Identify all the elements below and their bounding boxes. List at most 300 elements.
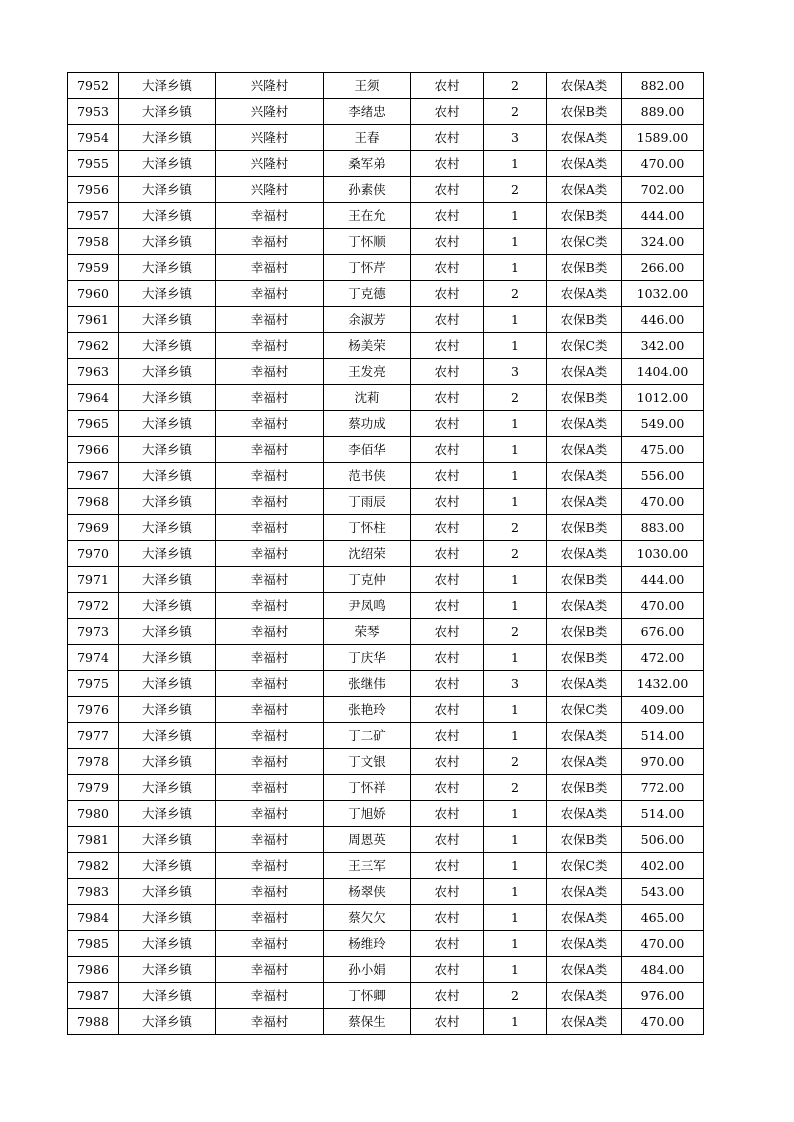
cell-household-count: 1	[484, 229, 547, 255]
cell-name: 丁怀祥	[324, 775, 411, 801]
cell-area-type: 农村	[411, 905, 484, 931]
table-row	[68, 99, 704, 125]
cell-area-type: 农村	[411, 541, 484, 567]
cell-village: 幸福村	[216, 437, 324, 463]
table-row	[68, 515, 704, 541]
cell-category: 农保A类	[547, 905, 622, 931]
cell-category: 农保A类	[547, 437, 622, 463]
cell-village: 幸福村	[216, 827, 324, 853]
cell-township: 大泽乡镇	[119, 619, 216, 645]
cell-category: 农保B类	[547, 645, 622, 671]
table-row	[68, 151, 704, 177]
cell-amount: 324.00	[622, 229, 704, 255]
cell-township: 大泽乡镇	[119, 333, 216, 359]
cell-household-count: 1	[484, 255, 547, 281]
table-row	[68, 983, 704, 1009]
cell-village: 幸福村	[216, 203, 324, 229]
cell-village: 兴隆村	[216, 177, 324, 203]
cell-village: 幸福村	[216, 385, 324, 411]
cell-area-type: 农村	[411, 827, 484, 853]
cell-amount: 882.00	[622, 73, 704, 99]
cell-village: 幸福村	[216, 905, 324, 931]
cell-serial-number: 7979	[68, 775, 119, 801]
cell-category: 农保A类	[547, 879, 622, 905]
cell-village: 幸福村	[216, 645, 324, 671]
cell-name: 周恩英	[324, 827, 411, 853]
table-row	[68, 853, 704, 879]
cell-area-type: 农村	[411, 801, 484, 827]
cell-serial-number: 7970	[68, 541, 119, 567]
cell-amount: 470.00	[622, 1009, 704, 1035]
cell-area-type: 农村	[411, 723, 484, 749]
cell-name: 荣琴	[324, 619, 411, 645]
cell-category: 农保A类	[547, 671, 622, 697]
cell-category: 农保B类	[547, 515, 622, 541]
cell-township: 大泽乡镇	[119, 645, 216, 671]
cell-village: 幸福村	[216, 723, 324, 749]
cell-area-type: 农村	[411, 385, 484, 411]
cell-household-count: 1	[484, 905, 547, 931]
cell-amount: 1589.00	[622, 125, 704, 151]
cell-amount: 889.00	[622, 99, 704, 125]
cell-amount: 772.00	[622, 775, 704, 801]
cell-household-count: 1	[484, 411, 547, 437]
cell-village: 幸福村	[216, 931, 324, 957]
table-row	[68, 801, 704, 827]
cell-area-type: 农村	[411, 567, 484, 593]
cell-amount: 883.00	[622, 515, 704, 541]
cell-category: 农保B类	[547, 203, 622, 229]
cell-category: 农保A类	[547, 411, 622, 437]
cell-name: 王春	[324, 125, 411, 151]
cell-name: 丁怀顺	[324, 229, 411, 255]
cell-household-count: 1	[484, 307, 547, 333]
cell-household-count: 1	[484, 437, 547, 463]
cell-village: 幸福村	[216, 619, 324, 645]
cell-serial-number: 7976	[68, 697, 119, 723]
table-row	[68, 125, 704, 151]
cell-township: 大泽乡镇	[119, 671, 216, 697]
cell-household-count: 1	[484, 463, 547, 489]
cell-name: 王须	[324, 73, 411, 99]
cell-serial-number: 7984	[68, 905, 119, 931]
cell-amount: 266.00	[622, 255, 704, 281]
cell-area-type: 农村	[411, 957, 484, 983]
cell-amount: 470.00	[622, 151, 704, 177]
cell-name: 丁克德	[324, 281, 411, 307]
cell-category: 农保A类	[547, 177, 622, 203]
table-row	[68, 385, 704, 411]
cell-amount: 676.00	[622, 619, 704, 645]
cell-area-type: 农村	[411, 749, 484, 775]
cell-township: 大泽乡镇	[119, 827, 216, 853]
cell-category: 农保B类	[547, 775, 622, 801]
table-row	[68, 593, 704, 619]
cell-township: 大泽乡镇	[119, 905, 216, 931]
cell-serial-number: 7954	[68, 125, 119, 151]
cell-area-type: 农村	[411, 593, 484, 619]
cell-name: 王在允	[324, 203, 411, 229]
cell-name: 范书侠	[324, 463, 411, 489]
cell-area-type: 农村	[411, 619, 484, 645]
cell-household-count: 2	[484, 515, 547, 541]
cell-category: 农保C类	[547, 853, 622, 879]
cell-serial-number: 7980	[68, 801, 119, 827]
cell-amount: 409.00	[622, 697, 704, 723]
cell-name: 沈绍荣	[324, 541, 411, 567]
table-row	[68, 567, 704, 593]
cell-serial-number: 7985	[68, 931, 119, 957]
cell-area-type: 农村	[411, 983, 484, 1009]
cell-township: 大泽乡镇	[119, 255, 216, 281]
cell-township: 大泽乡镇	[119, 73, 216, 99]
cell-amount: 1030.00	[622, 541, 704, 567]
cell-name: 蔡保生	[324, 1009, 411, 1035]
cell-serial-number: 7960	[68, 281, 119, 307]
cell-serial-number: 7963	[68, 359, 119, 385]
table-row	[68, 411, 704, 437]
cell-name: 王发亮	[324, 359, 411, 385]
cell-serial-number: 7952	[68, 73, 119, 99]
cell-household-count: 1	[484, 593, 547, 619]
cell-household-count: 1	[484, 957, 547, 983]
cell-household-count: 3	[484, 125, 547, 151]
cell-name: 丁庆华	[324, 645, 411, 671]
data-table	[67, 72, 704, 1035]
cell-amount: 702.00	[622, 177, 704, 203]
cell-name: 丁怀卿	[324, 983, 411, 1009]
cell-category: 农保A类	[547, 801, 622, 827]
table-row	[68, 879, 704, 905]
cell-township: 大泽乡镇	[119, 541, 216, 567]
cell-serial-number: 7964	[68, 385, 119, 411]
cell-area-type: 农村	[411, 411, 484, 437]
cell-name: 李绪忠	[324, 99, 411, 125]
cell-category: 农保A类	[547, 723, 622, 749]
table-row	[68, 359, 704, 385]
cell-village: 幸福村	[216, 697, 324, 723]
cell-village: 幸福村	[216, 255, 324, 281]
cell-category: 农保A类	[547, 593, 622, 619]
cell-area-type: 农村	[411, 177, 484, 203]
cell-household-count: 2	[484, 281, 547, 307]
cell-area-type: 农村	[411, 775, 484, 801]
cell-household-count: 1	[484, 203, 547, 229]
cell-household-count: 1	[484, 151, 547, 177]
cell-amount: 506.00	[622, 827, 704, 853]
cell-area-type: 农村	[411, 151, 484, 177]
cell-name: 丁旭娇	[324, 801, 411, 827]
cell-village: 幸福村	[216, 359, 324, 385]
cell-serial-number: 7961	[68, 307, 119, 333]
cell-serial-number: 7974	[68, 645, 119, 671]
cell-category: 农保A类	[547, 151, 622, 177]
cell-area-type: 农村	[411, 73, 484, 99]
cell-area-type: 农村	[411, 99, 484, 125]
cell-name: 杨维玲	[324, 931, 411, 957]
table-row	[68, 437, 704, 463]
cell-serial-number: 7958	[68, 229, 119, 255]
cell-amount: 470.00	[622, 593, 704, 619]
cell-serial-number: 7975	[68, 671, 119, 697]
cell-name: 余淑芳	[324, 307, 411, 333]
cell-category: 农保A类	[547, 359, 622, 385]
cell-category: 农保A类	[547, 931, 622, 957]
cell-serial-number: 7966	[68, 437, 119, 463]
cell-category: 农保C类	[547, 333, 622, 359]
cell-serial-number: 7988	[68, 1009, 119, 1035]
cell-amount: 484.00	[622, 957, 704, 983]
cell-serial-number: 7969	[68, 515, 119, 541]
cell-village: 幸福村	[216, 567, 324, 593]
table-row	[68, 255, 704, 281]
table-row	[68, 827, 704, 853]
cell-village: 幸福村	[216, 1009, 324, 1035]
cell-serial-number: 7981	[68, 827, 119, 853]
cell-name: 张继伟	[324, 671, 411, 697]
cell-serial-number: 7978	[68, 749, 119, 775]
cell-village: 幸福村	[216, 957, 324, 983]
cell-serial-number: 7987	[68, 983, 119, 1009]
cell-serial-number: 7957	[68, 203, 119, 229]
cell-name: 孙素侠	[324, 177, 411, 203]
cell-category: 农保B类	[547, 619, 622, 645]
table-row	[68, 671, 704, 697]
cell-village: 幸福村	[216, 775, 324, 801]
cell-category: 农保A类	[547, 281, 622, 307]
cell-amount: 472.00	[622, 645, 704, 671]
cell-name: 丁克仲	[324, 567, 411, 593]
cell-township: 大泽乡镇	[119, 567, 216, 593]
cell-village: 幸福村	[216, 229, 324, 255]
cell-amount: 556.00	[622, 463, 704, 489]
cell-area-type: 农村	[411, 203, 484, 229]
cell-area-type: 农村	[411, 437, 484, 463]
cell-village: 幸福村	[216, 749, 324, 775]
cell-township: 大泽乡镇	[119, 281, 216, 307]
cell-category: 农保B类	[547, 255, 622, 281]
cell-category: 农保A类	[547, 489, 622, 515]
table-body	[68, 73, 704, 1035]
cell-amount: 342.00	[622, 333, 704, 359]
cell-category: 农保A类	[547, 463, 622, 489]
cell-amount: 470.00	[622, 931, 704, 957]
cell-township: 大泽乡镇	[119, 749, 216, 775]
cell-village: 兴隆村	[216, 125, 324, 151]
cell-household-count: 2	[484, 775, 547, 801]
cell-village: 幸福村	[216, 853, 324, 879]
cell-name: 张艳玲	[324, 697, 411, 723]
cell-area-type: 农村	[411, 879, 484, 905]
cell-area-type: 农村	[411, 359, 484, 385]
cell-category: 农保A类	[547, 983, 622, 1009]
cell-name: 杨翠侠	[324, 879, 411, 905]
cell-area-type: 农村	[411, 697, 484, 723]
cell-area-type: 农村	[411, 931, 484, 957]
cell-household-count: 2	[484, 541, 547, 567]
cell-name: 丁雨辰	[324, 489, 411, 515]
cell-name: 桑军弟	[324, 151, 411, 177]
cell-serial-number: 7956	[68, 177, 119, 203]
cell-amount: 1432.00	[622, 671, 704, 697]
cell-township: 大泽乡镇	[119, 853, 216, 879]
cell-serial-number: 7977	[68, 723, 119, 749]
cell-serial-number: 7968	[68, 489, 119, 515]
table-row	[68, 749, 704, 775]
table-row	[68, 931, 704, 957]
cell-category: 农保B类	[547, 827, 622, 853]
cell-name: 丁怀柱	[324, 515, 411, 541]
cell-township: 大泽乡镇	[119, 125, 216, 151]
cell-amount: 444.00	[622, 567, 704, 593]
cell-village: 幸福村	[216, 333, 324, 359]
cell-household-count: 1	[484, 827, 547, 853]
table-row	[68, 905, 704, 931]
cell-household-count: 1	[484, 489, 547, 515]
cell-household-count: 1	[484, 1009, 547, 1035]
cell-category: 农保A类	[547, 749, 622, 775]
cell-township: 大泽乡镇	[119, 775, 216, 801]
cell-township: 大泽乡镇	[119, 697, 216, 723]
cell-category: 农保A类	[547, 1009, 622, 1035]
cell-area-type: 农村	[411, 515, 484, 541]
cell-name: 丁怀芹	[324, 255, 411, 281]
cell-household-count: 1	[484, 333, 547, 359]
table-row	[68, 489, 704, 515]
cell-serial-number: 7962	[68, 333, 119, 359]
cell-township: 大泽乡镇	[119, 437, 216, 463]
cell-township: 大泽乡镇	[119, 229, 216, 255]
cell-household-count: 2	[484, 385, 547, 411]
cell-township: 大泽乡镇	[119, 203, 216, 229]
cell-category: 农保C类	[547, 229, 622, 255]
cell-township: 大泽乡镇	[119, 723, 216, 749]
cell-household-count: 1	[484, 879, 547, 905]
cell-household-count: 1	[484, 801, 547, 827]
cell-area-type: 农村	[411, 333, 484, 359]
cell-household-count: 2	[484, 177, 547, 203]
cell-village: 兴隆村	[216, 151, 324, 177]
cell-serial-number: 7971	[68, 567, 119, 593]
table-row	[68, 73, 704, 99]
table-row	[68, 645, 704, 671]
cell-township: 大泽乡镇	[119, 1009, 216, 1035]
cell-household-count: 3	[484, 359, 547, 385]
cell-category: 农保B类	[547, 567, 622, 593]
cell-village: 幸福村	[216, 463, 324, 489]
cell-township: 大泽乡镇	[119, 411, 216, 437]
table-row	[68, 775, 704, 801]
cell-household-count: 1	[484, 723, 547, 749]
cell-name: 李佰华	[324, 437, 411, 463]
table-row	[68, 541, 704, 567]
cell-name: 尹凤鸣	[324, 593, 411, 619]
cell-township: 大泽乡镇	[119, 151, 216, 177]
cell-area-type: 农村	[411, 489, 484, 515]
table-row	[68, 281, 704, 307]
cell-category: 农保A类	[547, 541, 622, 567]
cell-township: 大泽乡镇	[119, 801, 216, 827]
cell-village: 幸福村	[216, 541, 324, 567]
cell-serial-number: 7983	[68, 879, 119, 905]
cell-amount: 402.00	[622, 853, 704, 879]
cell-village: 兴隆村	[216, 99, 324, 125]
cell-household-count: 2	[484, 983, 547, 1009]
table-row	[68, 177, 704, 203]
cell-township: 大泽乡镇	[119, 931, 216, 957]
cell-serial-number: 7955	[68, 151, 119, 177]
table-row	[68, 697, 704, 723]
cell-village: 幸福村	[216, 983, 324, 1009]
cell-amount: 470.00	[622, 489, 704, 515]
cell-name: 王三军	[324, 853, 411, 879]
cell-village: 幸福村	[216, 671, 324, 697]
cell-township: 大泽乡镇	[119, 593, 216, 619]
cell-amount: 976.00	[622, 983, 704, 1009]
table-row	[68, 203, 704, 229]
cell-amount: 1404.00	[622, 359, 704, 385]
cell-amount: 446.00	[622, 307, 704, 333]
cell-name: 沈莉	[324, 385, 411, 411]
cell-serial-number: 7972	[68, 593, 119, 619]
cell-amount: 970.00	[622, 749, 704, 775]
cell-village: 幸福村	[216, 411, 324, 437]
cell-village: 兴隆村	[216, 73, 324, 99]
cell-serial-number: 7965	[68, 411, 119, 437]
cell-household-count: 1	[484, 853, 547, 879]
table-row	[68, 1009, 704, 1035]
cell-household-count: 1	[484, 931, 547, 957]
cell-township: 大泽乡镇	[119, 359, 216, 385]
cell-serial-number: 7982	[68, 853, 119, 879]
cell-category: 农保A类	[547, 957, 622, 983]
cell-village: 幸福村	[216, 593, 324, 619]
cell-township: 大泽乡镇	[119, 957, 216, 983]
cell-household-count: 1	[484, 645, 547, 671]
cell-village: 幸福村	[216, 801, 324, 827]
cell-category: 农保B类	[547, 385, 622, 411]
cell-amount: 514.00	[622, 723, 704, 749]
cell-household-count: 2	[484, 619, 547, 645]
cell-household-count: 3	[484, 671, 547, 697]
cell-area-type: 农村	[411, 463, 484, 489]
cell-area-type: 农村	[411, 307, 484, 333]
cell-household-count: 1	[484, 567, 547, 593]
cell-village: 幸福村	[216, 281, 324, 307]
cell-area-type: 农村	[411, 255, 484, 281]
cell-amount: 1032.00	[622, 281, 704, 307]
cell-amount: 514.00	[622, 801, 704, 827]
cell-serial-number: 7986	[68, 957, 119, 983]
table-row	[68, 307, 704, 333]
cell-name: 丁文银	[324, 749, 411, 775]
table-row	[68, 463, 704, 489]
cell-village: 幸福村	[216, 489, 324, 515]
cell-area-type: 农村	[411, 229, 484, 255]
cell-amount: 444.00	[622, 203, 704, 229]
cell-name: 杨美荣	[324, 333, 411, 359]
cell-household-count: 2	[484, 749, 547, 775]
cell-name: 丁二矿	[324, 723, 411, 749]
cell-township: 大泽乡镇	[119, 307, 216, 333]
cell-name: 蔡欠欠	[324, 905, 411, 931]
cell-amount: 543.00	[622, 879, 704, 905]
cell-township: 大泽乡镇	[119, 385, 216, 411]
cell-amount: 465.00	[622, 905, 704, 931]
cell-township: 大泽乡镇	[119, 177, 216, 203]
cell-category: 农保C类	[547, 697, 622, 723]
cell-area-type: 农村	[411, 671, 484, 697]
